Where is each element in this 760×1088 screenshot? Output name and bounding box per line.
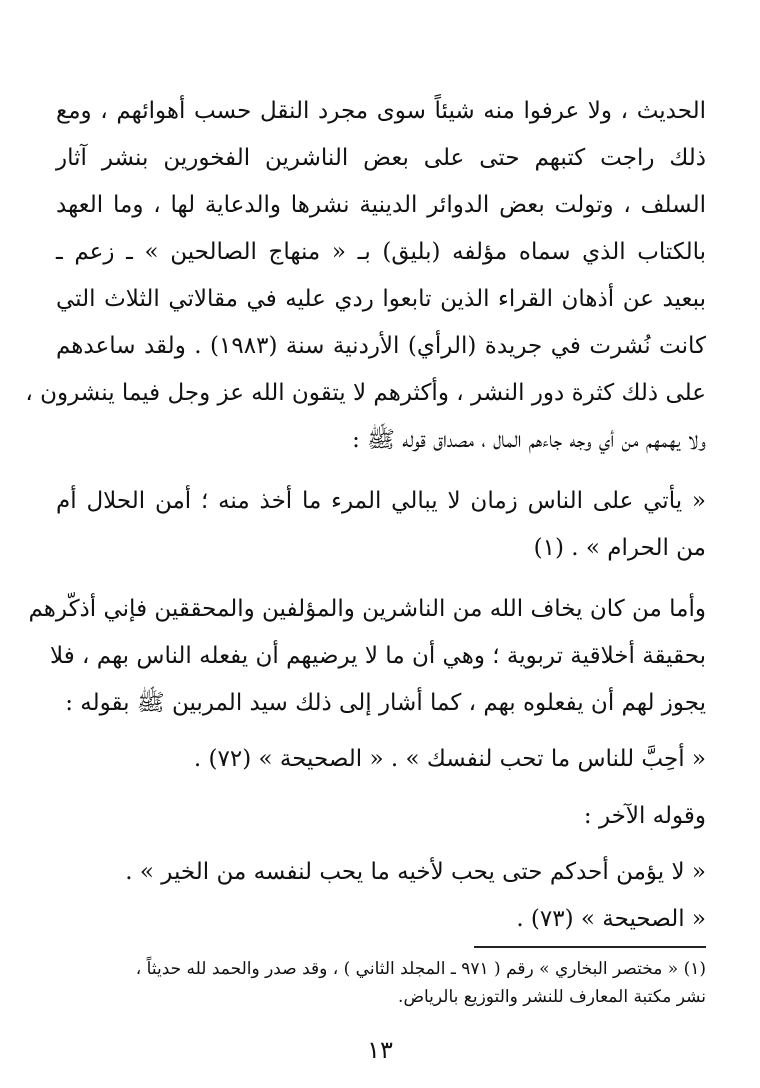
footnote-line-2: نشر مكتبة المعارف للنشر والتوزيع بالرياض. — [398, 987, 706, 1007]
hadith-quote-line-1: « يأتي على الناس زمان لا يبالي المرء ما أخذ منه ؛ أمن الحلال أم — [56, 488, 706, 514]
hadith-quote-2: « أحِبَّ للناس ما تحب لنفسك » . « الصحيحة » (٧٢) . — [193, 746, 706, 772]
hadith-quote-line-2: من الحرام » . (١) — [533, 535, 706, 561]
footnote-divider — [474, 946, 706, 948]
footnote-line-1: (١) « مختصر البخاري » رقم ( ٩٧١ ـ المجلد الثاني ) ، وقد صدر والحمد لله حديثاً ، — [135, 959, 706, 979]
body-line-12: وقوله الآخر : — [583, 803, 706, 829]
body-line-7: على ذلك كثرة دور النشر ، وأكثرهم لا يتقون الله عز وجل فيما ينشرون ، — [25, 380, 706, 406]
body-line-8: ولا يهمهم من أي وجه جاءهم المال ، مصداق قوله ﷺ : — [352, 427, 706, 453]
hadith-quote-3-line-2: « الصحيحة » (٧٣) . — [516, 906, 706, 932]
body-line-3: السلف ، وتولت بعض الدوائر الدينية نشرها والدعاية لها ، وما العهد — [56, 192, 706, 218]
body-line-11: يجوز لهم أن يفعلوه بهم ، كما أشار إلى ذلك سيد المربين ﷺ بقوله : — [65, 690, 706, 716]
body-line-2: ذلك راجت كتبهم حتى على بعض الناشرين الفخورين بنشر آثار — [56, 145, 706, 171]
page-number: ١٣ — [367, 1036, 393, 1064]
body-line-9: وأما من كان يخاف الله من الناشرين والمؤلفين والمحققين فإني أذكّرهم — [28, 596, 706, 622]
body-line-1: الحديث ، ولا عرفوا منه شيئاً سوى مجرد النقل حسب أهوائهم ، ومع — [56, 98, 706, 124]
body-line-4: بالكتاب الذي سماه مؤلفه (بليق) بـ « منهاج الصالحين » ـ زعم ـ — [56, 239, 706, 265]
body-line-5: ببعيد عن أذهان القراء الذين تابعوا ردي عليه في مقالاتي الثلاث التي — [56, 286, 706, 312]
body-line-10: بحقيقة أخلاقية تربوية ؛ وهي أن ما لا يرضيهم أن يفعله الناس بهم ، فلا — [50, 643, 706, 669]
body-line-6: كانت نُشرت في جريدة (الرأي) الأردنية سنة (١٩٨٣) . ولقد ساعدهم — [56, 333, 706, 359]
hadith-quote-3-line-1: « لا يؤمن أحدكم حتى يحب لأخيه ما يحب لنفسه من الخير » . — [125, 859, 706, 885]
